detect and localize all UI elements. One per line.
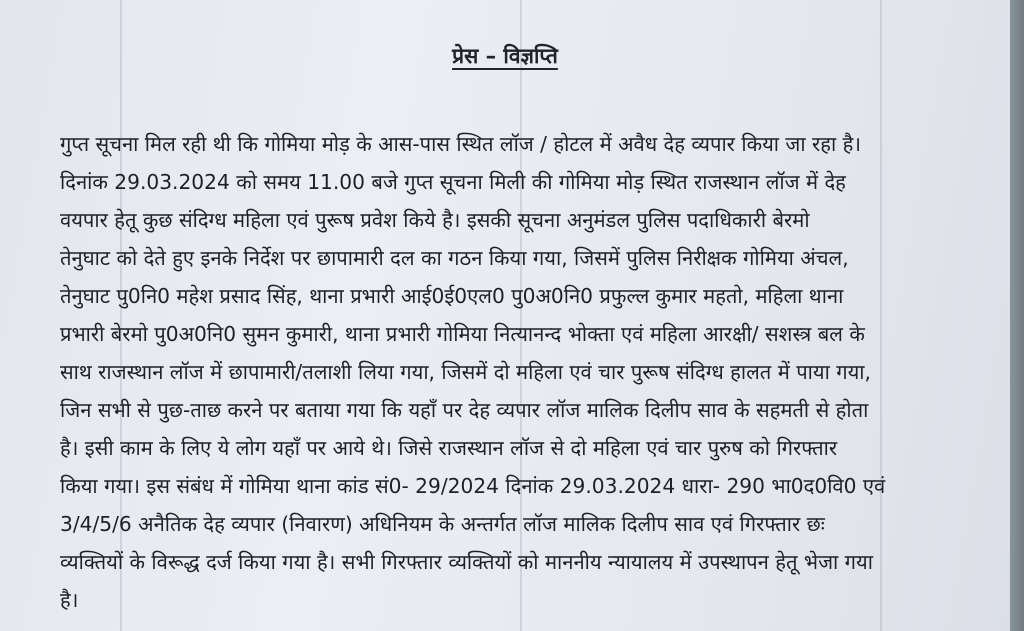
text-line-12: व्यक्तियों के विरूद्ध दर्ज किया गया है। सभी गिरफ्तार व्यक्तियों को माननीय न्यायालय में उपस्थापन हेतू भेजा गया: [60, 550, 873, 574]
text-line-7: साथ राजस्थान लॉज में छापामारी/तलाशी लिया गया, जिसमें दो महिला एवं चार पुरूष संदिग्ध हालत में पाया गया,: [60, 360, 871, 384]
text-line-3: वयपार हेतू कुछ संदिग्ध महिला एवं पुरूष प्रवेश किये है। इसकी सूचना अनुमंडल पुलिस पदाधिकारी बेरमो: [60, 208, 810, 232]
document-title: [0, 42, 1010, 70]
text-line-13: है।: [60, 588, 79, 612]
text-line-8: जिन सभी से पुछ-ताछ करने पर बताया गया कि यहाँ पर देह व्यपार लॉज मालिक दिलीप साव के सहमती से होता: [60, 398, 869, 422]
text-line-2: दिनांक 29.03.2024 को समय 11.00 बजे गुप्त सूचना मिली की गोमिया मोड़ स्थित राजस्थान लॉज में देह: [60, 170, 846, 194]
text-line-9: है। इसी काम के लिए ये लोग यहाँ पर आये थे। जिसे राजस्थान लॉज से दो महिला एवं चार पुरुष को गिरफ्तार: [60, 436, 838, 460]
text-line-6: प्रभारी बेरमो पु0अ0नि0 सुमन कुमारी, थाना प्रभारी गोमिया नित्यानन्द भोक्ता एवं महिला आरक्षी/ सशस्त्र बल के: [60, 322, 865, 346]
text-line-1: गुप्त सूचना मिल रही थी कि गोमिया मोड़ के आस-पास स्थित लॉज / होटल में अवैध देह व्यपार किया जा रहा है।: [60, 132, 862, 156]
document-title-text: प्रेस – विज्ञप्ति: [452, 44, 558, 68]
text-line-11: 3/4/5/6 अनैतिक देह व्यपार (निवारण) अधिनियम के अन्तर्गत लॉज मालिक दिलीप साव एवं गिरफ्तार छः: [60, 512, 825, 536]
text-line-5: तेनुघाट पु0नि0 महेश प्रसाद सिंह, थाना प्रभारी आई0ई0एल0 पु0अ0नि0 प्रफुल्ल कुमार महतो, महिला थाना: [60, 284, 844, 308]
text-line-4: तेनुघाट को देते हुए इनके निर्देश पर छापामारी दल का गठन किया गया, जिसमें पुलिस निरीक्षक गोमिया अंचल,: [60, 246, 849, 270]
background-edge: [1010, 0, 1024, 631]
text-line-10: किया गया। इस संबंध में गोमिया थाना कांड सं0- 29/2024 दिनांक 29.03.2024 धारा- 290 भा0द0वि0 एवं: [60, 474, 886, 498]
